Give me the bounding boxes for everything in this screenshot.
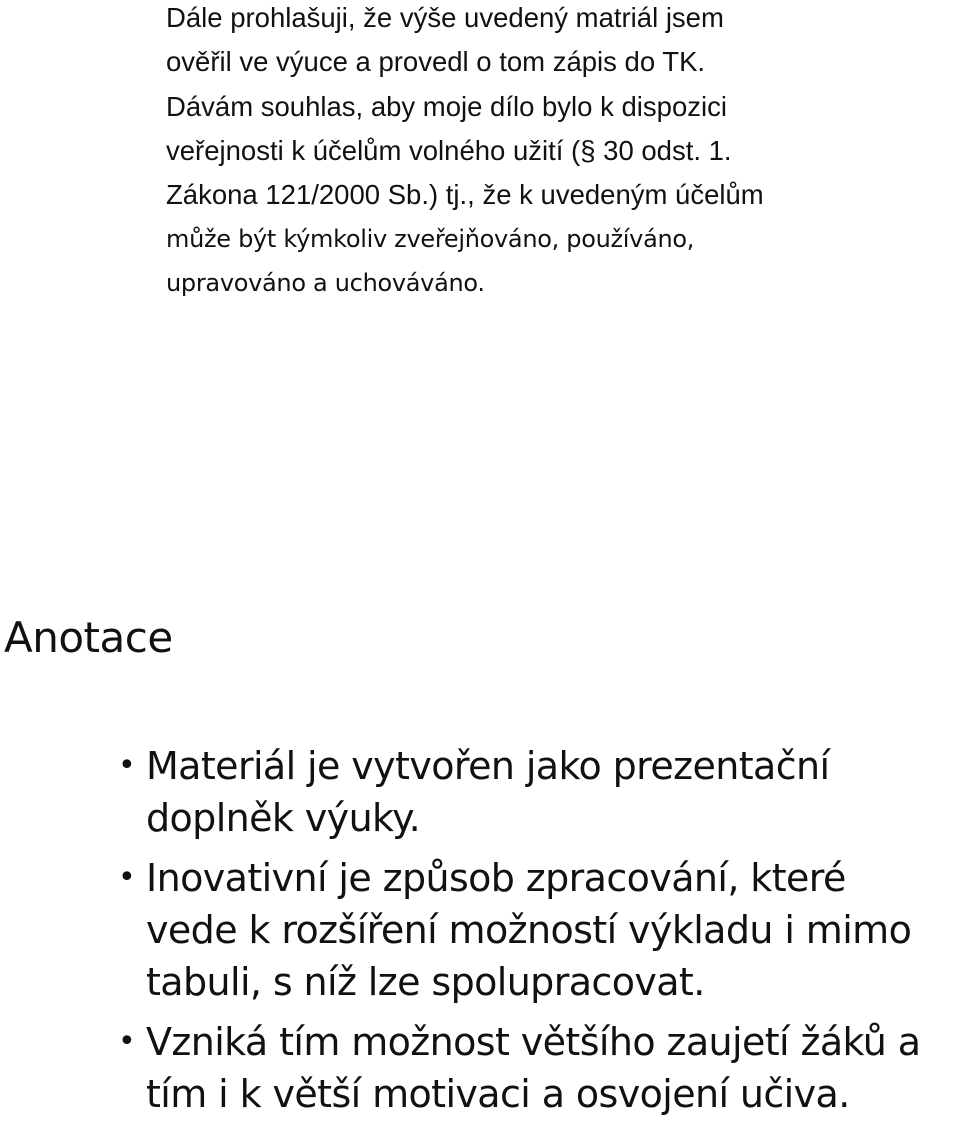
- annotation-item: [0, 740, 960, 844]
- declaration-line: Dále prohlašuji, že výše uvedený matriál jsem: [166, 2, 724, 33]
- annotation-line: tím i k větší motivaci a osvojení učiva.: [146, 1072, 850, 1116]
- annotation-line: tabuli, s níž lze spolupracovat.: [146, 960, 705, 1004]
- declaration-paragraph-1: [166, 0, 956, 84]
- declaration-line: veřejnosti k účelům volného užití (§ 30 odst. 1.: [166, 135, 732, 166]
- annotation-item: [0, 1016, 960, 1120]
- bullet-icon: •: [118, 1024, 136, 1059]
- annotation-line: doplněk výuky.: [146, 796, 421, 840]
- annotation-list: [0, 740, 960, 1128]
- declaration-line: ověřil ve výuce a provedl o tom zápis do TK.: [166, 46, 706, 77]
- annotation-heading: Anotace: [4, 613, 173, 662]
- declaration-line: Zákona 121/2000 Sb.) tj., že k uvedeným účelům: [166, 179, 764, 210]
- annotation-line: Materiál je vytvořen jako prezentační: [146, 744, 830, 788]
- annotation-line: Vzniká tím možnost většího zaujetí žáků a: [146, 1020, 921, 1064]
- bullet-icon: •: [118, 748, 136, 783]
- annotation-line: vede k rozšíření možností výkladu i mimo: [146, 908, 912, 952]
- annotation-line: Inovativní je způsob zpracování, které: [146, 856, 846, 900]
- annotation-item: [0, 852, 960, 1008]
- declaration-line: upravováno a uchováváno.: [166, 269, 485, 297]
- declaration-line: může být kýmkoliv zveřejňováno, používáno,: [166, 225, 695, 253]
- bullet-icon: •: [118, 860, 136, 895]
- declaration-paragraph-2: [166, 85, 956, 305]
- declaration-line: Dávám souhlas, aby moje dílo bylo k dispozici: [166, 91, 727, 122]
